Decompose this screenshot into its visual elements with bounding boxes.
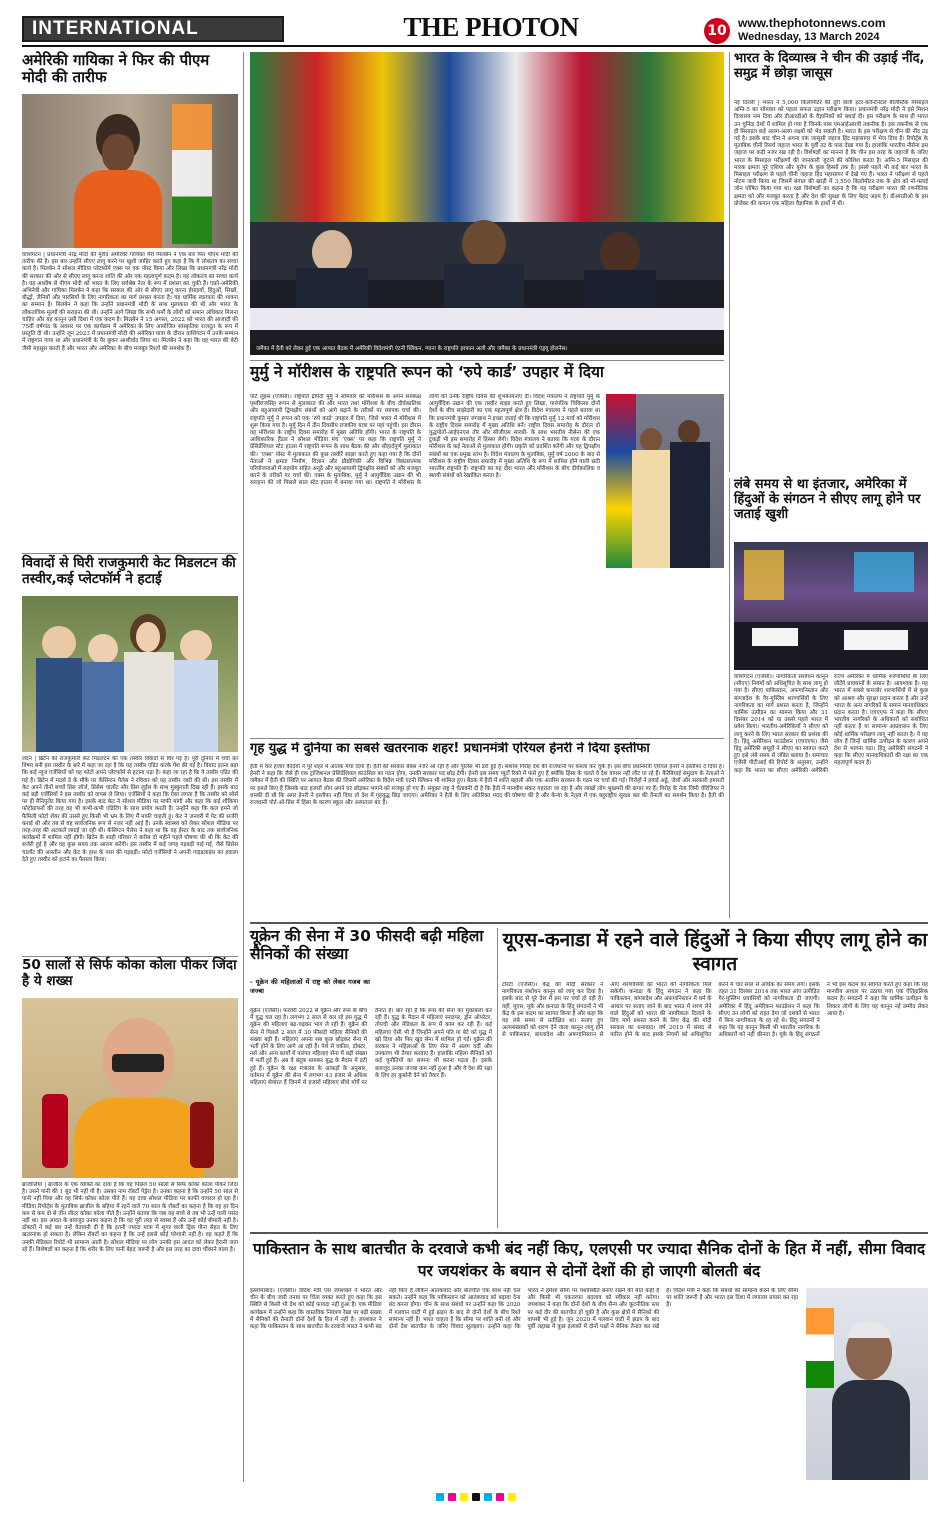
article-kate-headline: विवादों से घिरी राजकुमारी केट मिडलटन की तस्वीर,कई प्लेटफॉर्म ने हटाई (22, 555, 236, 587)
rule-mid-4 (250, 1232, 928, 1234)
kate-family-photo (22, 596, 238, 752)
article-jaishankar-body: इस्लामाबाद। (एजेंसी)। विदेश मंत्री एस जयशंकर ने भारत और चीन के बीच जारी तनाव पर चिंता व्यक्त करते हुए कहा कि इस स्थिति से किसी भी देश को कोई फायदा नहीं हुआ है। एक मीडिया कार्यक्रम में उन्होंने कहा कि वास्तविक नियंत्रण रेखा पर बड़ी संख्या में सैनिकों की तैनाती दोनों देशों के हित में नहीं है। जयशंकर ने कहा कि पाकिस्तान के साथ बातचीत के दरवाजे भारत ने कभी बंद नहीं किए हैं लेकिन आतंकवाद और बातचीत एक साथ नहीं चल सकते। उन्होंने कहा कि पाकिस्तान को आतंकवाद को बढ़ावा देना बंद करना होगा। चीन के साथ संबंधों पर उन्होंने कहा कि 2020 में गलवान घाटी में हुई झड़प के बाद से दोनों देशों के बीच रिश्ते सामान्य नहीं हैं। भारत चाहता है कि सीमा पर शांति बनी रहे और दोनों देश बातचीत के जरिए विवाद सुलझाएं। उन्होंने कहा कि भारत ने हमेशा सीमा पर यथास्थिति बनाए रखने की बात कही है और किसी भी एकतरफा बदलाव को स्वीकार नहीं करेगा। जयशंकर ने कहा कि दोनों देशों के बीच सैन्य और कूटनीतिक स्तर पर कई दौर की बातचीत हो चुकी है और कुछ क्षेत्रों में सैनिकों की वापसी भी हुई है। जून 2020 में गलवान घाटी में झड़प के बाद पूर्वी लद्दाख में कुछ इलाकों में दोनों पक्षों ने सैनिक तैनात कर रखे हैं। विदेश मंत्री ने कहा कि संबंधों को सामान्य करने के लिए सीमा पर शांति जरूरी है और भारत इस दिशा में लगातार प्रयास कर रहा है। (250, 1288, 798, 1331)
cola-man-photo (22, 998, 238, 1178)
article-agni (734, 52, 928, 470)
article-cola-body: ब्राजीलिया | ब्राजील के एक व्यक्ति का दावा है कि वह पिछले 50 सालों से सिर्फ कोका कोला पीकर जिंदा है। उसने पानी की 1 बूंद भी नहीं पी है। उसका नाम रॉबर्टो पेड्रेरा है। उनका कहना है कि उन्होंने 50 साल से पानी नहीं पिया और वह सिर्फ कोका कोला पीते हैं। यह दावा सोशल मीडिया पर काफी वायरल हो रहा है। मीडिया रिपोर्ट्स के मुताबिक ब्राजील के बहिया में रहने वाले 70 साल के रॉबर्टो का कहना है कि वह हर दिन कम से कम दो से तीन लीटर कोका कोला पीते हैं। उन्होंने बताया कि जब वह बच्चे थे तब भी उन्हें पानी पसंद नहीं था। इस आदत के बावजूद उनका कहना है कि वह पूरी तरह से स्वस्थ हैं और उन्हें कोई बीमारी नहीं है। डॉक्टरों ने कई बार उन्हें चेतावनी दी है कि इतनी ज्यादा मात्रा में शुगर वाली ड्रिंक पीना सेहत के लिए खतरनाक हो सकता है। लेकिन रॉबर्टो का कहना है कि उन्हें इससे कोई परेशानी नहीं है। वह कहते हैं कि उनकी मेडिकल रिपोर्ट भी सामान्य आती है। सोशल मीडिया पर लोग उनकी इस आदत को लेकर हैरानी जता रहे हैं। विशेषज्ञों का कहना है कि शरीर के लिए पानी बेहद जरूरी है और इस तरह का दावा चौंकाने वाला है। (22, 1182, 238, 1253)
rule-col-2 (729, 52, 730, 472)
article-caa-canada (502, 928, 928, 1228)
page-number: 10 (707, 23, 727, 39)
article-caa-canada-headline: यूएस-कनाडा में रहने वाले हिंदुओं ने किया सीएए लागू होने का स्वागत (502, 929, 928, 975)
rule-mid-2 (250, 738, 724, 739)
article-singer (22, 52, 238, 552)
rule-mid-1 (250, 360, 724, 361)
article-haiti (250, 742, 928, 918)
section-label (22, 16, 284, 42)
print-registration-marks (436, 1492, 520, 1502)
article-agni-headline: भारत के दिव्यास्त्र ने चीन की उड़ाई नींद, समुद्र में छोड़ा जासूस (734, 51, 925, 81)
caribbean-meeting-photo (250, 52, 724, 344)
article-haiti-headline: गृह युद्ध में दुनिया का सबसे खतरनाक शहर! प्रधानमंत्री एरियल हेनरी ने दिया इस्तीफा (250, 742, 650, 756)
article-murmu (250, 364, 724, 734)
article-kate (22, 556, 238, 954)
article-caa-us-headline: लंबे समय से था इंतजार, अमेरिका में हिंदुओं के संगठन ने सीएए लागू होने पर जताई खुशी (734, 477, 921, 522)
article-murmu-body-right (606, 572, 724, 732)
article-singer-body: वाशिंगटन | प्रधानमंत्री नरेंद्र मोदी की मुरीद अमेरिकी गायिका मैरी मिलबेन ने एक बार फिर पीएम मोदी की तारीफ की है। इस बार उन्होंने सीएए लागू करने पर खुशी जाहिर करते हुए कहा है कि ये लोकतंत्र का सच्चा कार्य है। मिलबेन ने सोशल मीडिया प्लेटफॉर्म एक्स पर एक पोस्ट किया और लिखा कि प्रधानमंत्री नरेंद्र मोदी की सरकार की ओर से सीएए लागू करना शांति की ओर एक महत्वपूर्ण कदम है। यह लोकतंत्र का सच्चा कार्य है। वह आशीष से पीएम मोदी को भारत के लिए सर्वश्रेष्ठ नेता के रूप में प्रशंसा कर चुकी हैं। एफ्रो-अमेरिकी अभिनेत्री और गायिका मिलबेन ने कहा कि सरकार की ओर से सीएए लागू करना ईसाइयों, हिंदुओं, सिखों, बौद्धों, जैनियों और पारसियों के लिए नागरिकता का मार्ग प्रशस्त करता है। यह धार्मिक स्वतंत्रता की भावना का सम्मान है। मिलबेन ने कहा कि उन्होंने प्रधानमंत्री मोदी के साथ मुलाकात की थी और भारत के लोकतांत्रिक मूल्यों की सराहना की थी। उन्होंने आगे लिखा कि सभी धर्मों के लोगों को समान अधिकार मिलना चाहिए और यह कानून उसी दिशा में एक कदम है। मिलबेन ने 15 अगस्त, 2022 को भारत की आजादी की 75वीं वर्षगांठ के अवसर पर एक कार्यक्रम में अमेरिका के लिए आयोजित सांस्कृतिक राजदूत के रूप में प्रस्तुति दी थी। उन्होंने जून 2023 में प्रधानमंत्री मोदी की अमेरिका यात्रा के दौरान वाशिंगटन में उनके सम्मान में राष्ट्रगान गाया था और प्रधानमंत्री के पैर छूकर आशीर्वाद लिया था। मिलबेन ने कहा कि वह भारत की बेटी जैसी महसूस करती हैं और भारत और अमेरिका के बीच मजबूत रिश्तों की समर्थक हैं। (22, 252, 238, 352)
caribbean-meeting-caption: जमैका में हैती को लेकर हुई एक आपात बैठक में अमेरिकी विदेशमंत्री एंटनी ब्लिंकन, ग्याना के राष्ट्रपति इरफान अली और जमैका के प्रधानमंत्री एंड्रयू होलनेस। (250, 344, 724, 355)
article-ukraine-subhead: - यूक्रेन की महिलाओं में राष्ट्र को लेकर गजब का जज्बा (250, 978, 370, 995)
masthead-text: THE PHOTON (403, 12, 579, 42)
singer-photo (22, 94, 238, 248)
times-square-rally-photo (734, 542, 928, 670)
section-label-text: INTERNATIONAL (32, 18, 199, 39)
article-jaishankar (250, 1238, 928, 1482)
article-singer-headline: अमेरिकी गायिका ने फिर की पीएम मोदी की तारीफ (22, 51, 210, 87)
article-ukraine-body: यूक्रेन (एजेंसी)। फरवरी 2022 से यूक्रेन और रूस के बीच में युद्ध चल रहा है। लगभग 2 साल से चल रहे इस युद्ध में यूक्रेन की महिलाएं बढ़-चढ़कर भाग ले रही हैं। यूक्रेन की सेना में पिछले 2 साल में 30 फीसदी महिला सैनिकों की संख्या बढ़ी है। महिलाएं अपना सब कुछ छोड़कर सेना में भर्ती होने के लिए आगे आ रही हैं। पेशे से वकील, डॉक्टर, नर्स और अन्य कार्यों में पारंगत महिलाएं सेना में बड़ी संख्या में भर्ती हुई हैं। अब वे बंदूक थामकर युद्ध के मैदान में डटी हुई हैं। यूक्रेन के रक्षा मंत्रालय के आंकड़ों के अनुसार, वर्तमान में यूक्रेन की सेना में लगभग 43 हजार से अधिक महिलाएं सेवारत हैं जिनमें से हजारों महिलाएं सीधे मोर्चे पर तैनात हैं। बार रहा है कि रूस की सेना का मुकाबला कर रही हैं। युद्ध के मैदान में महिलाएं स्नाइपर, ड्रोन ऑपरेटर, तोपची और मेडिकल के रूप में काम कर रही हैं। कई महिलाएं ऐसी भी हैं जिन्होंने अपने पति या बेटे को युद्ध में खो दिया और फिर खुद सेना में शामिल हो गईं। यूक्रेन की सरकार ने महिलाओं के लिए सेना में अलग वर्दी और उपकरण भी तैयार करवाए हैं। हालांकि महिला सैनिकों को कई चुनौतियों का सामना भी करना पड़ता है। इसके बावजूद उनका जज्बा कम नहीं हुआ है और वे देश की रक्षा के लिए हर कुर्बानी देने को तैयार हैं। (250, 1008, 492, 1087)
masthead (366, 10, 616, 44)
header-rule (22, 45, 928, 47)
rule-left-1 (22, 553, 238, 554)
article-cola-headline: 50 सालों से सिर्फ कोका कोला पीकर जिंदा है ये शख्स (22, 957, 237, 989)
header (0, 0, 945, 46)
article-jaishankar-headline: पाकिस्तान के साथ बातचीत के दरवाजे कभी बंद नहीं किए, एलएसी पर ज्यादा सैनिक दोनों के हित में नहीं, सीमा विवाद पर जयशंकर के बयान से दोनों देशों की हो जाएगी बोलती बंद (252, 1240, 926, 1280)
article-caa-canada-body: टोरंटो (एजेंसी)। केंद्र की मोदी सरकार ने नागरिकता संशोधन कानून को लागू कर दिया है। इसके बाद से पूरे देश में इस पर चर्चा हो रही है। वहीं, यूएस, यूके और कनाडा के हिंदू संगठनों ने भी केंद्र के इस कदम का स्वागत किया है और कहा कि यह लंबे समय से प्रतीक्षित था। सताए हुए अल्पसंख्यकों को शरण देने वाला कानून लागू होने से पाकिस्तान, बांग्लादेश और अफगानिस्तान से आए शरणार्थियों को भारत की नागरिकता मिल सकेगी। कनाडा के हिंदू संगठन ने कहा कि पाकिस्तान, बांग्लादेश और अफगानिस्तान में धर्म के आधार पर सताए जाने के बाद भारत में शरण लेने वाले हिंदुओं को भारत की नागरिकता दिलाने के लिए मार्ग प्रशस्त करने के लिए केंद्र की मोदी सरकार का धन्यवाद। वर्ष 2019 में संसद से पारित होने के बाद इसके नियमों को अधिसूचित करने में चार साल से अधिक का समय लगा। इसके तहत 31 दिसंबर 2014 तक भारत आए उत्पीड़ित गैर-मुस्लिम प्रवासियों को नागरिकता दी जाएगी। अमेरिका में हिंदू अमेरिकन फाउंडेशन ने कहा कि सीएए उन लोगों को राहत देगा जो दशकों से भारत में बिना नागरिकता के रह रहे थे। हिंदू संगठनों ने कहा कि यह कानून किसी भी भारतीय नागरिक के अधिकारों को नहीं छीनता है। यूके के हिंदू संगठनों ने भी इस कदम का स्वागत करते हुए कहा कि यह मानवीय आधार पर उठाया गया एक ऐतिहासिक कदम है। संगठनों ने कहा कि धार्मिक उत्पीड़न के शिकार लोगों के लिए यह कानून नई उम्मीद लेकर आया है। (502, 982, 928, 1039)
rule-col-1 (243, 52, 244, 1482)
article-cola (22, 958, 238, 1478)
article-ukraine (250, 928, 492, 1228)
jaishankar-photo (806, 1288, 928, 1480)
article-murmu-headline: मुर्मु ने मॉरीशस के राष्ट्रपति रूपन को ‘रुपे कार्ड’ उपहार में दिया (250, 363, 604, 381)
website-link[interactable]: www.thephotonnews.com (738, 16, 886, 30)
rule-mid-3 (250, 922, 928, 924)
rule-col-3 (497, 928, 498, 1228)
article-agni-body: नई दिल्ली | भारत ने 5,000 किलोमीटर की दूरी वाली इंटर-कॉन्टिनेंटल बैलिस्टिक मिसाइल अग्नि-5 का सोमवार को पहला सफल उड़ान परीक्षण किया। प्रधानमंत्री नरेंद्र मोदी ने इसे मिशन दिव्यास्त्र नाम दिया और डीआरडीओ के वैज्ञानिकों को बधाई दी। इस परीक्षण के साथ ही भारत उन चुनिंदा देशों में शामिल हो गया है जिनके पास एमआईआरवी तकनीक है। इस तकनीक से एक ही मिसाइल कई अलग-अलग लक्ष्यों को भेद सकती है। भारत के इस परीक्षण से चीन की नींद उड़ गई है। इसके बाद चीन ने अपना एक जासूसी जहाज हिंद महासागर में भेज दिया है। रिपोर्ट्स के मुताबिक चीनी रिसर्च जहाज भारत के पूर्वी तट के पास देखा गया है। हालांकि भारतीय नौसेना इस जहाज पर कड़ी नजर रख रही है। विशेषज्ञों का मानना है कि चीन इस तरह के जहाजों के जरिए भारत के मिसाइल परीक्षणों की जानकारी जुटाने की कोशिश करता है। अग्नि-5 मिसाइल की मारक क्षमता पूरे एशिया और यूरोप के कुछ हिस्सों तक है। इससे पहले भी कई बार भारत के मिसाइल परीक्षण से पहले चीनी जहाज हिंद महासागर में देखे गए हैं। भारत ने परीक्षण से पहले नोटम जारी किया था जिसमें बंगाल की खाड़ी में 3,550 किलोमीटर तक के क्षेत्र को नो-फ्लाई जोन घोषित किया गया था। रक्षा विशेषज्ञों का कहना है कि यह परीक्षण भारत की रणनीतिक क्षमता को और मजबूत करता है और देश की सुरक्षा के लिए बेहद अहम है। डीआरडीओ के इस प्रोजेक्ट की कमान एक महिला वैज्ञानिक के हाथों में थी। (734, 100, 928, 207)
article-kate-body: लंदन | ब्रिटेन की राजकुमारी केट मिडलटन की एक तस्वीर विवादों से घिर गई है। पूरी दुनिया में चर्चा का विषय बनी इस तस्वीर के बारे में कहा जा रहा है कि यह तस्वीर एडिट करके पेश की गई है। विवाद इतना बढ़ा कि कई न्यूज एजेंसियों को यह फोटो अपने प्लेटफॉर्म से हटाना पड़ा है। कहा जा रहा है कि ये तस्वीर एडिट की गई है। ब्रिटेन में मदर्स डे के मौके पर केंसिंग्टन पैलेस ने रविवार को यह तस्वीर जारी की थी। इस तस्वीर में केट अपने तीनों बच्चों प्रिंस जॉर्ज, प्रिंसेस चार्लोट और प्रिंस लुईस के साथ मुस्कुराती दिख रही हैं। इसके बाद कई बड़ी एजेंसियों ने इस तस्वीर को वापस ले लिया। एजेंसियों ने कहा कि ऐसा लगता है कि तस्वीर को सोर्स पर ही मैनिपुलेट किया गया है। इसके बाद केट ने सोशल मीडिया पर माफी मांगी और कहा कि कई शौकिया फोटोग्राफरों की तरह वह भी कभी-कभी एडिटिंग के साथ प्रयोग करती हैं। उन्होंने कहा कि कल हमने जो फैमिली फोटो शेयर की उससे हुए किसी भी भ्रम के लिए मैं माफी चाहती हूं। केट ने जनवरी में पेट की सर्जरी कराई थी और तब से वह सार्वजनिक रूप से नजर नहीं आई हैं। उनके स्वास्थ्य को लेकर सोशल मीडिया पर तरह-तरह की अटकलें लगाई जा रही थीं। केंसिंग्टन पैलेस ने कहा था कि वह ईस्टर के बाद तक सार्वजनिक कार्यक्रमों में शामिल नहीं होंगी। ब्रिटेन के शाही परिवार ने करीब दो महीने पहले घोषणा की थी कि केट की सर्जरी हुई है और वह कुछ समय तक आराम करेंगी। इस तस्वीर में कई जगह गड़बड़ी पाई गई, जैसे प्रिंसेस चार्लोट की आस्तीन और केट के हाथ के पास की गड़बड़ी। फोटो एजेंसियों ने अपनी गाइडलाइंस का हवाला देते हुए तस्वीर को हटाने का फैसला किया। (22, 756, 238, 863)
article-caa-us-body: वाशिंगटन (एजेंसी)। नागरिकता संशोधन कानून (सीएए) नियमों को अधिसूचित के साथ लागू हो गया है। सीएए पाकिस्तान, अफगानिस्तान और बांग्लादेश के गैर-मुस्लिम शरणार्थियों के लिए नागरिकता का मार्ग प्रशस्त करता है, जिन्होंने धार्मिक उत्पीड़न का सामना किया और 31 दिसंबर 2014 को या उससे पहले भारत में प्रवेश किया। भारतीय-अमेरिकियों ने सीएए को लागू करने के लिए भारत सरकार की प्रशंसा की है। हिंदू अमेरिकन फाउंडेशन (एचएएफ) जैसे हिंदू अमेरिकी समूहों ने सीएए का स्वागत करते हुए इसे लंबे समय से लंबित बताया है। समाचार एजेंसी पीटीआई की रिपोर्ट के अनुसार, उन्होंने कहा कि भारत का सीएए अमेरिकी अमेरिकी राज्य अमेरिका में धार्मिक शरणार्थियों के लिए लौटेंगे प्रावधानों के समान है। आवश्यक है। यह भारत में सबसे कमजोर शरणार्थियों में से कुछ को आश्रय और सुरक्षा प्रदान करता है और उन्हें भारत के अन्य नागरिकों के समान मानवाधिकार प्रदान करता है। एचएएफ ने कहा कि सीएए भारतीय नागरिकों के अधिकारों को संशोधित नहीं करता है या सामान्य आप्रवासन के लिए कोई धार्मिक परीक्षण लागू नहीं करता है। ये वह लोग हैं जिन्हें धार्मिक उत्पीड़न के कारण अपने देश से भागना पड़ा। हिंदू अमेरिकी संगठनों ने कहा कि सीएए मानवाधिकारों की रक्षा का एक महत्वपूर्ण कदम है। (734, 674, 928, 774)
article-murmu-body-left: पोर्ट लुइस (एजेंसी)। राष्ट्रपति द्रौपदी मुर्मु ने सोमवार को मॉरीशस के अपने समकक्ष पृथ्वीराजसिंह रूपन से मुलाकात की और भारत तथा मॉरीशस के बीच दीर्घकालिक और बहुआयामी द्विपक्षीय संबंधों को आगे बढ़ाने के तरीकों पर व्यापक चर्चा की। राष्ट्रपति मुर्मु ने रूपन को एक ‘रुपे कार्ड’ उपहार में दिया, जिसे भारत में मॉरीशस में शुरू किया गया है। मुर्मु दिन में तीन दिवसीय राजकीय यात्रा पर यहां पहुंचीं। इस दौरान वह मॉरीशस के राष्ट्रीय दिवस समारोह में मुख्य अतिथि होंगी। भारत के राष्ट्रपति के आधिकारिक हैंडल ने सोशल मीडिया मंच ‘एक्स’ पर कहा कि राष्ट्रपति मुर्मु ने प्रेसिडेंशियल स्टेट हाउस में राष्ट्रपति रूपन के साथ बैठक की और सौहार्दपूर्ण मुलाकात की। ‘एक्स’ पोस्ट में मुलाकात की कुछ तस्वीरें साझा करते हुए कहा गया है कि दोनों नेताओं ने क्षमता निर्माण, विज्ञान और प्रौद्योगिकी और विभिन्न विकासात्मक परियोजनाओं में सहयोग सहित अनूठे और बहुआयामी द्विपक्षीय संबंधों को और मजबूत करने के तरीकों पर चर्चा की। एक्स के मुताबिक, मुर्मु ने आयुर्वेदिक उद्यान की भी सराहना की जो पिछले साल स्टेट हाउस में बनाया गया था। राष्ट्रपति ने मॉरीशस के लोगों को उनके राष्ट्रीय दिवस की शुभकामनाएं दीं। विदेश मंत्रालय ने राष्ट्रपति मुर्मु के आयुर्वेदिक उद्यान की एक तस्वीर साझा करते हुए लिखा, पारंपरिक चिकित्सा दोनों देशों के बीच साझेदारी का एक महत्वपूर्ण क्षेत्र है। विदेश मंत्रालय ने पहले बताया था कि प्रधानमंत्री कुमार जगन्नाथ ने इच्छा जताई थी कि राष्ट्रपति मुर्मु 12 मार्च को मॉरीशस के राष्ट्रीय दिवस समारोह में मुख्य अतिथि बनें। राष्ट्रीय दिवस समारोह के दौरान दो युद्धपोतों-आईएनएस तीर और सीजीएस सारथी- के साथ भारतीय नौसेना की एक टुकड़ी भी इस समारोह में हिस्सा लेगी। विदेश मंत्रालय ने बताया कि यात्रा के दौरान मॉरीशस के कई नेताओं से मुलाकात होगी। प्रकृति को प्रदर्शित करेंगी और यह द्विपक्षीय संबंधों का एक प्रमुख स्तंभ है। विदेश मंत्रालय के मुताबिक, मुर्मु वर्ष 2000 के बाद से मॉरीशस के राष्ट्रीय दिवस समारोह में मुख्य अतिथि के रूप में शामिल होने वाली छठी भारतीय राष्ट्रपति हैं। राष्ट्रपति का यह दौरा भारत और मॉरीशस के बीच दीर्घकालिक व स्थायी संबंधों को रेखांकित करता है। (250, 394, 600, 487)
article-ukraine-headline: यूक्रेन की सेना में 30 फीसदी बढ़ी महिला सैनिकों की संख्या (250, 927, 484, 963)
murmu-rupun-photo (606, 394, 724, 568)
issue-date: Wednesday, 13 March 2024 (738, 31, 880, 43)
article-haiti-body: हैती में चार हजार कैदियों ने पूरे शहर में आतंक मचा दिया है। हैती की सरकार बेबस नजर आ रही है और पुलिस भी डरी हुई है। सशस्त्र गिरोह देश की राजधानी पर कब्जा कर चुके हैं। इस बीच प्रधानमंत्री एरियल हेनरी ने इस्तीफा दे दिया है। हेनरी ने कहा कि जैसे ही एक ट्रांजिशनल प्रेसिडेंशियल काउंसिल का गठन होगा, उनकी सरकार पद छोड़ देगी। हेनरी इस समय प्यूर्टो रिको में फंसे हुए हैं क्योंकि हिंसा के चलते वे देश वापस नहीं लौट पा रहे हैं। कैरेबियाई समुदाय के नेताओं ने जमैका में हैती की स्थिति पर आपात बैठक की जिसमें अमेरिका के विदेश मंत्री एंटनी ब्लिंकन भी शामिल हुए। बैठक में हैती में शांति बहाली और एक अंतरिम सरकार के गठन पर चर्चा की गई। गिरोहों ने हवाई अड्डे, जेलों और सरकारी इमारतों पर हमले किए हैं जिसके बाद हजारों लोग अपने घर छोड़कर भागने को मजबूर हो गए हैं। संयुक्त राष्ट्र ने चेतावनी दी है कि हैती में मानवीय संकट गहराता जा रहा है और लाखों लोग भुखमरी की कगार पर हैं। गिरोह के नेता जिमी चेरिजियर ने धमकी दी थी कि अगर हेनरी ने इस्तीफा नहीं दिया तो देश में गृहयुद्ध छिड़ जाएगा। अमेरिका ने हैती के लिए अतिरिक्त मदद की घोषणा की है और केन्या के नेतृत्व में एक बहुराष्ट्रीय सुरक्षा बल की तैनाती का समर्थन किया है। हैती की राजधानी पोर्ट-ओ-प्रिंस में हिंसा के कारण स्कूल और अस्पताल बंद हैं। (250, 764, 724, 807)
page-number-badge (704, 18, 730, 44)
